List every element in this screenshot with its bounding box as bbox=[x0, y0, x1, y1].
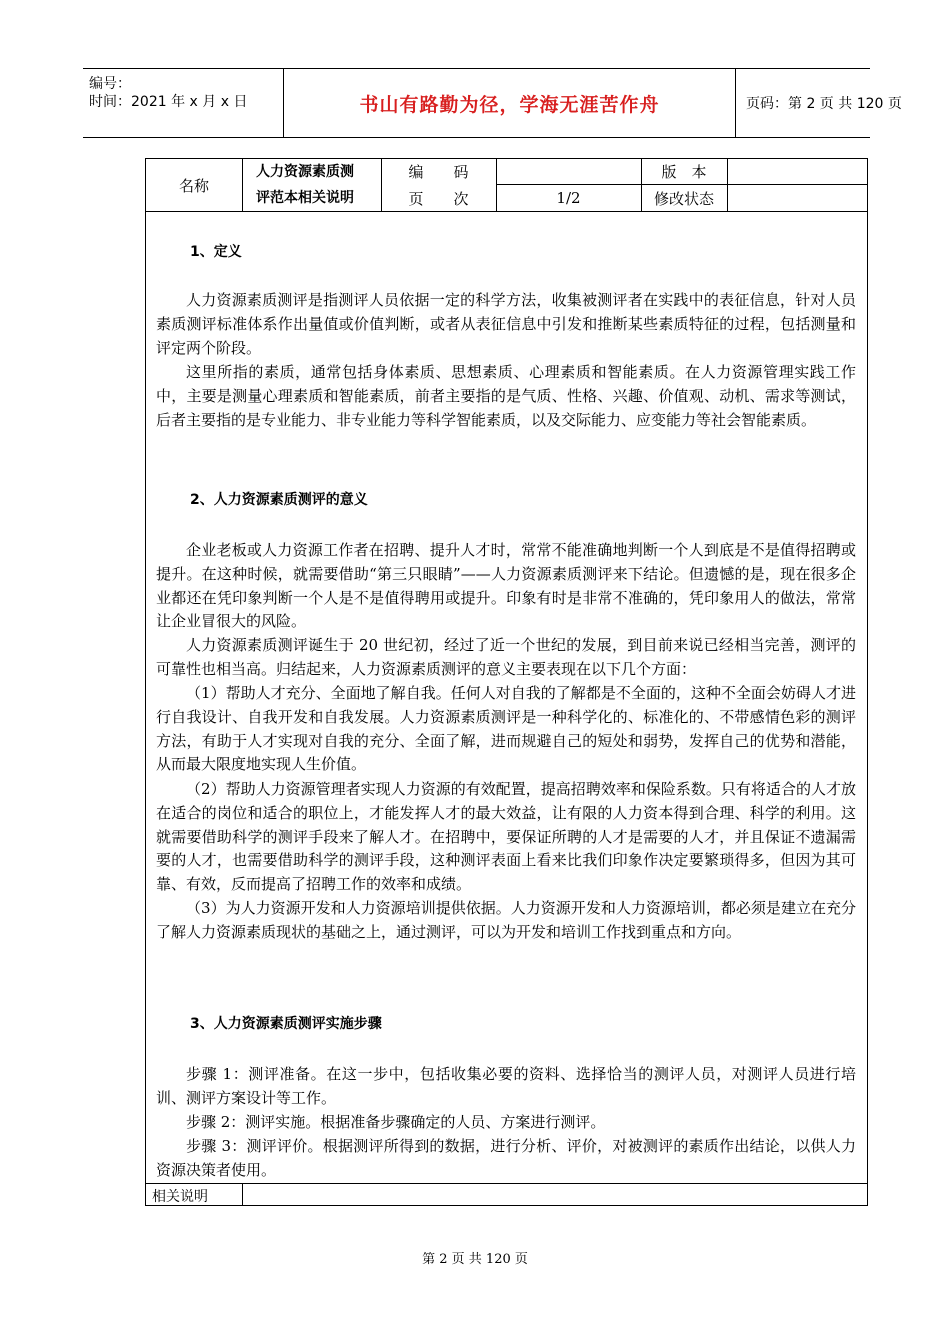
status-label-text: 修改状态 bbox=[653, 189, 714, 208]
section-title: 3、人力资源素质测评实施步骤 bbox=[190, 1016, 382, 1032]
code-value bbox=[496, 159, 641, 184]
document-number: 编号： bbox=[89, 76, 131, 92]
version-label-text: 版 本 bbox=[661, 163, 707, 181]
paragraph: 步骤 2：测评实施。根据准备步骤确定的人员、方案进行测评。 bbox=[186, 1113, 606, 1131]
paragraph: 企业老板或人力资源工作者在招聘、提升人才时，常常不能准确地判断一个人到底是不是值得招聘或提升。在这种时候，就需要借助“第三只眼睛”——人力资源素质测评来下结论。但遗憾的是，现在很多企业都还在凭印象判断一个人是不是值得聘用或提升。印象有时是非常不准确的，凭印象用人的做法，常常让企业冒很大的风险。 bbox=[156, 541, 856, 631]
document-date: 时间：2021 年 x 月 x 日 bbox=[89, 94, 248, 110]
page-value bbox=[496, 185, 641, 211]
status-label bbox=[641, 185, 727, 211]
form-header-row bbox=[146, 159, 867, 212]
page-label-text: 页 次 bbox=[408, 189, 469, 208]
code-label-text: 编 码 bbox=[408, 163, 469, 181]
document-body bbox=[146, 211, 867, 1183]
paragraph: （2）帮助人力资源管理者实现人力资源的有效配置，提高招聘效率和保险系数。只有将适合的人才放在适合的岗位和适合的职位上，才能发挥人才的最大效益，让有限的人力资本得到合理、科学的利用。这就需要借助科学的测评手段来了解人才。在招聘中，要保证所聘的人才是需要的人才，并且保证不遗漏需要的人才，也需要借助科学的测评手段，这种测评表面上看来比我们印象作决定要繁琐得多，但因为其可靠、有效，反而提高了招聘工作的效率和成绩。 bbox=[156, 780, 856, 894]
paragraph: 步骤 3：测评评价。根据测评所得到的数据，进行分析、评价，对被测评的素质作出结论，以供人力资源决策者使用。 bbox=[156, 1137, 856, 1179]
footer-page-number: 第 2 页 共 120 页 bbox=[422, 1252, 528, 1267]
status-value bbox=[727, 185, 867, 211]
name-label bbox=[146, 159, 242, 211]
motto: 书山有路勤为径，学海无涯苦作舟 bbox=[359, 93, 660, 116]
remarks-row bbox=[146, 1183, 867, 1206]
paragraph: （1）帮助人才充分、全面地了解自我。任何人对自我的了解都是不全面的，这种不全面会妨碍人才进行自我设计、自我开发和自我发展。人力资源素质测评是一种科学化的、标准化的、不带感情色彩的测评方法，有助于人才实现对自我的充分、全面了解，进而规避自己的短处和弱势，发挥自己的优势和潜能，从而最大限度地实现人生价值。 bbox=[156, 684, 856, 774]
remarks-label: 相关说明 bbox=[152, 1189, 208, 1205]
name-label-text: 名称 bbox=[178, 176, 209, 195]
section-title: 2、人力资源素质测评的意义 bbox=[190, 492, 368, 508]
header-meta bbox=[83, 69, 283, 137]
paragraph: 这里所指的素质，通常包括身体素质、思想素质、心理素质和智能素质。在人力资源管理实践工作中，主要是测量心理素质和智能素质，前者主要指的是气质、性格、兴趣、价值观、动机、需求等测试，后者主要指的是专业能力、非专业能力等科学智能素质，以及交际能力、应变能力等社会智能素质。 bbox=[156, 363, 856, 429]
paragraph: 人力资源素质测评是指测评人员依据一定的科学方法，收集被测评者在实践中的表征信息，针对人员素质测评标准体系作出量值或价值判断，或者从表征信息中引发和推断某些素质特征的过程，包括测量和评定两个阶段。 bbox=[156, 291, 856, 357]
document-title-line2: 评范本相关说明 bbox=[256, 190, 354, 206]
header-motto-cell bbox=[283, 69, 736, 137]
paragraph: （3）为人力资源开发和人力资源培训提供依据。人力资源开发和人力资源培训，都必须是建立在充分了解人力资源素质现状的基础之上，通过测评，可以为开发和培训工作找到重点和方向。 bbox=[156, 899, 856, 941]
document-form bbox=[145, 158, 868, 1206]
paragraph: 人力资源素质测评诞生于 20 世纪初，经过了近一个世纪的发展，到目前来说已经相当完善，测评的可靠性也相当高。归结起来，人力资源素质测评的意义主要表现在以下几个方面： bbox=[156, 636, 856, 678]
version-value bbox=[727, 159, 867, 184]
page-code: 页码：第 2 页 共 120 页 bbox=[746, 96, 902, 112]
page-footer bbox=[0, 1248, 950, 1267]
document-title-line1: 人力资源素质测 bbox=[256, 164, 354, 180]
page-header bbox=[83, 68, 902, 138]
section-title: 1、定义 bbox=[190, 244, 242, 260]
version-label bbox=[641, 159, 727, 184]
code-label bbox=[381, 159, 496, 184]
page-value-text: 1/2 bbox=[556, 189, 581, 207]
document-title bbox=[242, 159, 381, 211]
divider bbox=[242, 1184, 243, 1206]
header-page-cell bbox=[736, 69, 902, 137]
paragraph: 步骤 1：测评准备。在这一步中，包括收集必要的资料、选择恰当的测评人员，对测评人员进行培训、测评方案设计等工作。 bbox=[156, 1065, 856, 1107]
page-label bbox=[381, 185, 496, 211]
